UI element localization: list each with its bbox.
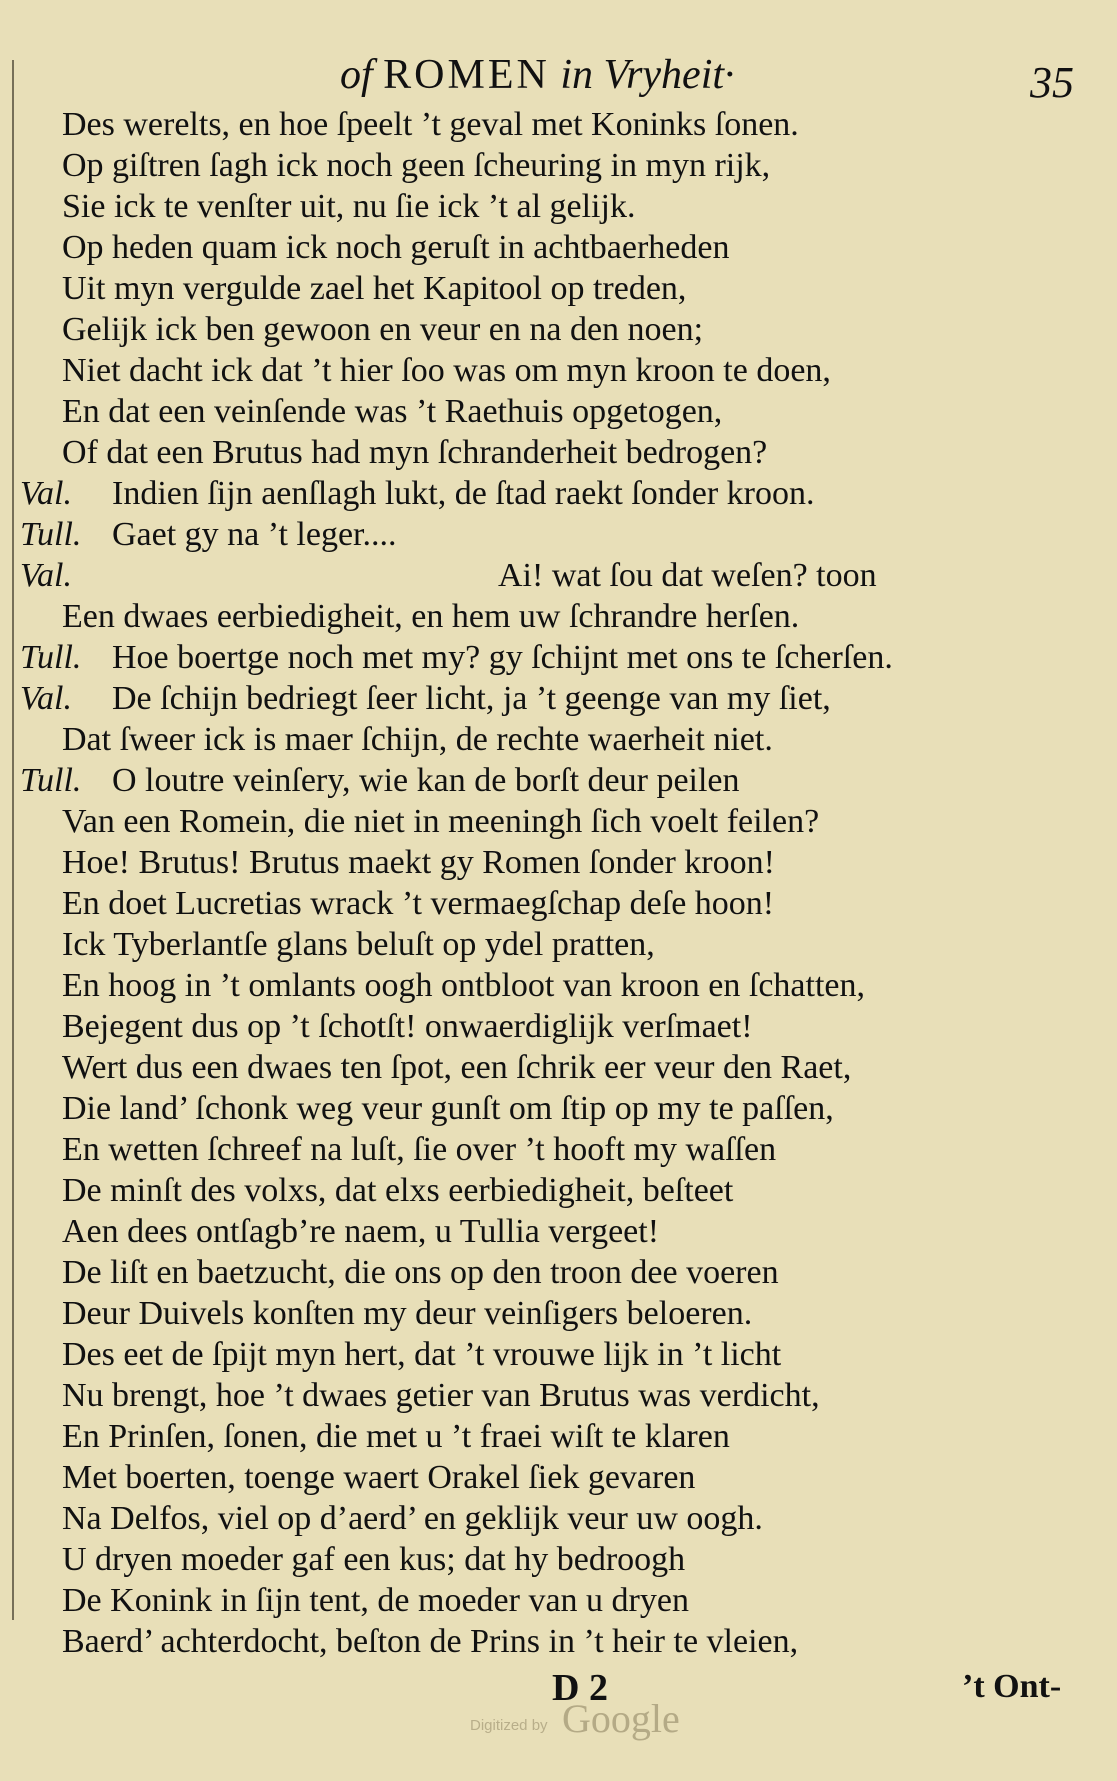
verse-line bbox=[0, 637, 1117, 678]
speaker-label: Val. bbox=[20, 557, 72, 594]
verse-line bbox=[0, 1334, 1117, 1375]
verse-line bbox=[0, 1252, 1117, 1293]
verse-text: Aen dees ontſagb’re naem, u Tullia vergeet! bbox=[62, 1213, 660, 1250]
verse-text: Baerd’ achterdocht, beſton de Prins in ’t heir te vleien, bbox=[62, 1623, 799, 1660]
verse-text: Des eet de ſpijt myn hert, dat ’t vrouwe lijk in ’t licht bbox=[62, 1336, 782, 1373]
verse-text: Na Delfos, viel op d’aerd’ en geklijk veur uw oogh. bbox=[62, 1500, 763, 1537]
verse-line bbox=[0, 432, 1117, 473]
title-vryheit: Vryheit· bbox=[603, 52, 735, 98]
verse-text: O loutre veinſery, wie kan de borſt deur peilen bbox=[112, 762, 740, 799]
verse-line bbox=[0, 1047, 1117, 1088]
verse-line bbox=[0, 1539, 1117, 1580]
title-in: in bbox=[560, 52, 594, 98]
verse-line bbox=[0, 391, 1117, 432]
verse-line bbox=[0, 596, 1117, 637]
verse-text: Die land’ ſchonk weg veur gunſt om ſtip op my te paſſen, bbox=[62, 1090, 834, 1127]
verse-text: En Prinſen, ſonen, die met u ’t fraei wiſt te klaren bbox=[62, 1418, 730, 1455]
verse-line bbox=[0, 186, 1117, 227]
running-header bbox=[0, 45, 1117, 105]
verse-line bbox=[0, 719, 1117, 760]
verse-line bbox=[0, 883, 1117, 924]
verse-line bbox=[0, 1580, 1117, 1621]
google-watermark bbox=[470, 1695, 700, 1745]
verse-line bbox=[0, 1375, 1117, 1416]
verse-text: Van een Romein, die niet in meeningh ſich voelt feilen? bbox=[62, 803, 820, 840]
catchword: ’t Ont- bbox=[962, 1668, 1062, 1705]
verse-text: Met boerten, toenge waert Orakel ſiek gevaren bbox=[62, 1459, 696, 1496]
verse-text: Ai! wat ſou dat weſen? toon bbox=[498, 557, 877, 594]
verse-text: De liſt en baetzucht, die ons op den troon dee voeren bbox=[62, 1254, 779, 1291]
verse-text: De Konink in ſijn tent, de moeder van u dryen bbox=[62, 1582, 689, 1619]
verse-line bbox=[0, 760, 1117, 801]
verse-line bbox=[0, 350, 1117, 391]
running-title bbox=[340, 51, 735, 99]
verse-text: Nu brengt, hoe ’t dwaes getier van Brutus was verdicht, bbox=[62, 1377, 820, 1414]
verse-line bbox=[0, 924, 1117, 965]
verse-line bbox=[0, 965, 1117, 1006]
verse-text: Des werelts, en hoe ſpeelt ’t geval met Koninks ſonen. bbox=[62, 106, 799, 143]
verse-line bbox=[0, 145, 1117, 186]
verse-text: Deur Duivels konſten my deur veinſigers beloeren. bbox=[62, 1295, 753, 1332]
verse-line bbox=[0, 1211, 1117, 1252]
speaker-label: Tull. bbox=[20, 762, 82, 799]
verse-text: Op giſtren ſagh ick noch geen ſcheuring in myn rijk, bbox=[62, 147, 771, 184]
verse-line bbox=[0, 514, 1117, 555]
verse-text: Hoe! Brutus! Brutus maekt gy Romen ſonder kroon! bbox=[62, 844, 775, 881]
verse-line bbox=[0, 1129, 1117, 1170]
digitized-by-text: Digitized by bbox=[470, 1717, 548, 1734]
title-romen: ROMEN bbox=[383, 52, 550, 98]
verse-text: En doet Lucretias wrack ’t vermaegſchap deſe hoon! bbox=[62, 885, 775, 922]
verse-line bbox=[0, 227, 1117, 268]
verse-text: Op heden quam ick noch geruſt in achtbaerheden bbox=[62, 229, 730, 266]
verse-text: Niet dacht ick dat ’t hier ſoo was om myn kroon te doen, bbox=[62, 352, 831, 389]
verse-line bbox=[0, 104, 1117, 145]
verse-line bbox=[0, 801, 1117, 842]
title-of: of bbox=[340, 52, 373, 98]
verse-text: Indien ſijn aenſlagh lukt, de ſtad raekt ſonder kroon. bbox=[112, 475, 815, 512]
speaker-label: Val. bbox=[20, 475, 72, 512]
verse-line bbox=[0, 1457, 1117, 1498]
speaker-label: Tull. bbox=[20, 639, 82, 676]
verse-line bbox=[0, 1416, 1117, 1457]
verse-line bbox=[0, 1088, 1117, 1129]
verse-text: Ick Tyberlantſe glans beluſt op ydel pratten, bbox=[62, 926, 655, 963]
speaker-label: Val. bbox=[20, 680, 72, 717]
google-logo: Google bbox=[562, 1696, 680, 1741]
verse-line bbox=[0, 268, 1117, 309]
verse-text: Wert dus een dwaes ten ſpot, een ſchrik eer veur den Raet, bbox=[62, 1049, 852, 1086]
verse-text: Uit myn vergulde zael het Kapitool op treden, bbox=[62, 270, 687, 307]
verse-line bbox=[0, 473, 1117, 514]
verse-line bbox=[0, 1170, 1117, 1211]
verse-line bbox=[0, 1006, 1117, 1047]
verse-text: De ſchijn bedriegt ſeer licht, ja ’t geenge van my ſiet, bbox=[112, 680, 831, 717]
verse-line bbox=[0, 842, 1117, 883]
verse-text: En wetten ſchreef na luſt, ſie over ’t hooft my waſſen bbox=[62, 1131, 777, 1168]
verse-block bbox=[0, 104, 1117, 1662]
page-number: 35 bbox=[1030, 58, 1074, 107]
verse-text: De minſt des volxs, dat elxs eerbiedigheit, beſteet bbox=[62, 1172, 734, 1209]
signature-mark: D 2 bbox=[552, 1667, 608, 1709]
verse-line bbox=[0, 555, 1117, 596]
verse-line bbox=[0, 1293, 1117, 1334]
verse-text: Sie ick te venſter uit, nu ſie ick ’t al gelijk. bbox=[62, 188, 636, 225]
verse-text: Bejegent dus op ’t ſchotſt! onwaerdiglijk verſmaet! bbox=[62, 1008, 753, 1045]
speaker-label: Tull. bbox=[20, 516, 82, 553]
verse-text: Gelijk ick ben gewoon en veur en na den noen; bbox=[62, 311, 704, 348]
verse-text: Een dwaes eerbiedigheit, en hem uw ſchrandre herſen. bbox=[62, 598, 800, 635]
verse-line bbox=[0, 1621, 1117, 1662]
verse-text: Dat ſweer ick is maer ſchijn, de rechte waerheit niet. bbox=[62, 721, 773, 758]
verse-text: U dryen moeder gaf een kus; dat hy bedroogh bbox=[62, 1541, 686, 1578]
verse-line bbox=[0, 1498, 1117, 1539]
verse-text: Gaet gy na ’t leger.... bbox=[112, 516, 397, 553]
verse-text: Of dat een Brutus had myn ſchranderheit bedrogen? bbox=[62, 434, 768, 471]
verse-line bbox=[0, 309, 1117, 350]
verse-text: En dat een veinſende was ’t Raethuis opgetogen, bbox=[62, 393, 723, 430]
verse-text: En hoog in ’t omlants oogh ontbloot van kroon en ſchatten, bbox=[62, 967, 865, 1004]
verse-text: Hoe boertge noch met my? gy ſchijnt met ons te ſcherſen. bbox=[112, 639, 893, 676]
verse-line bbox=[0, 678, 1117, 719]
